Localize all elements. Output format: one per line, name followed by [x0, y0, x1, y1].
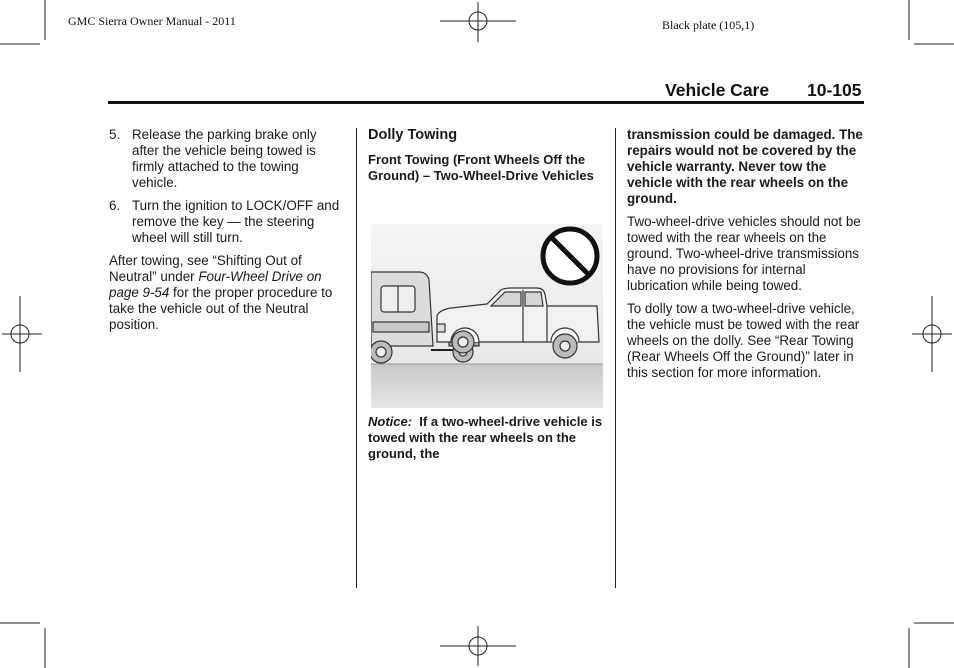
page-number: 10-105: [807, 80, 862, 100]
paragraph-rear-wheels: Two-wheel-drive vehicles should not be towed with the rear wheels on the ground. Two-wheel-drive transmissions have no provisions for internal lubrication while being towed.: [627, 214, 861, 293]
registration-mark-left: [0, 296, 44, 372]
cross-reference: Four-Wheel Drive on page 9-54: [109, 269, 322, 300]
column-3: [627, 127, 863, 388]
column-2: [368, 127, 604, 197]
list-item: [109, 127, 345, 191]
list-text: Turn the ignition to LOCK/OFF and remove the key — the steering wheel will still turn.: [132, 198, 340, 245]
list-text: Release the parking brake only after the vehicle being towed is firmly attached to the towing vehicle.: [132, 127, 317, 190]
registration-mark-right: [910, 296, 954, 372]
manual-title: GMC Sierra Owner Manual - 2011: [68, 14, 236, 28]
paragraph-dolly-tow: To dolly tow a two-wheel-drive vehicle, the vehicle must be towed with the rear wheels on the dolly. See “Rear Towing (Rear Wheels Off the Ground)” later in this section for more information.: [627, 301, 860, 380]
notice-label: Notice:: [368, 414, 413, 429]
prohibited-icon: [543, 229, 597, 283]
registration-mark-bottom: [440, 624, 516, 668]
section-title: Vehicle Care: [665, 80, 770, 100]
list-item: [109, 198, 345, 246]
after-towing-paragraph: [109, 253, 345, 333]
paragraph-text: After towing, see “Shifting Out of Neutral” under: [109, 253, 302, 284]
header-rule: [108, 101, 864, 104]
notice-start: [368, 414, 604, 462]
column-divider-1: [356, 128, 357, 588]
plate-info: Black plate (105,1): [662, 18, 755, 32]
list-number: 5.: [109, 127, 121, 142]
registration-mark-top: [440, 0, 516, 44]
subsection-heading: Front Towing (Front Wheels Off the Ground) – Two-Wheel-Drive Vehicles: [368, 152, 594, 183]
dolly-towing-illustration: [371, 224, 603, 408]
section-heading: Dolly Towing: [368, 127, 458, 143]
column-1: [109, 127, 345, 340]
notice-text: If a two-wheel-drive vehicle is towed with the rear wheels on the ground, the: [368, 414, 603, 461]
notice-continued: transmission could be damaged. The repairs would not be covered by the vehicle warranty. Never tow the vehicle with the rear wheels on the ground.: [627, 127, 863, 206]
paragraph-text: for the proper procedure to take the vehicle out of the Neutral position.: [109, 285, 333, 332]
list-number: 6.: [109, 198, 121, 213]
column-divider-2: [615, 128, 616, 588]
